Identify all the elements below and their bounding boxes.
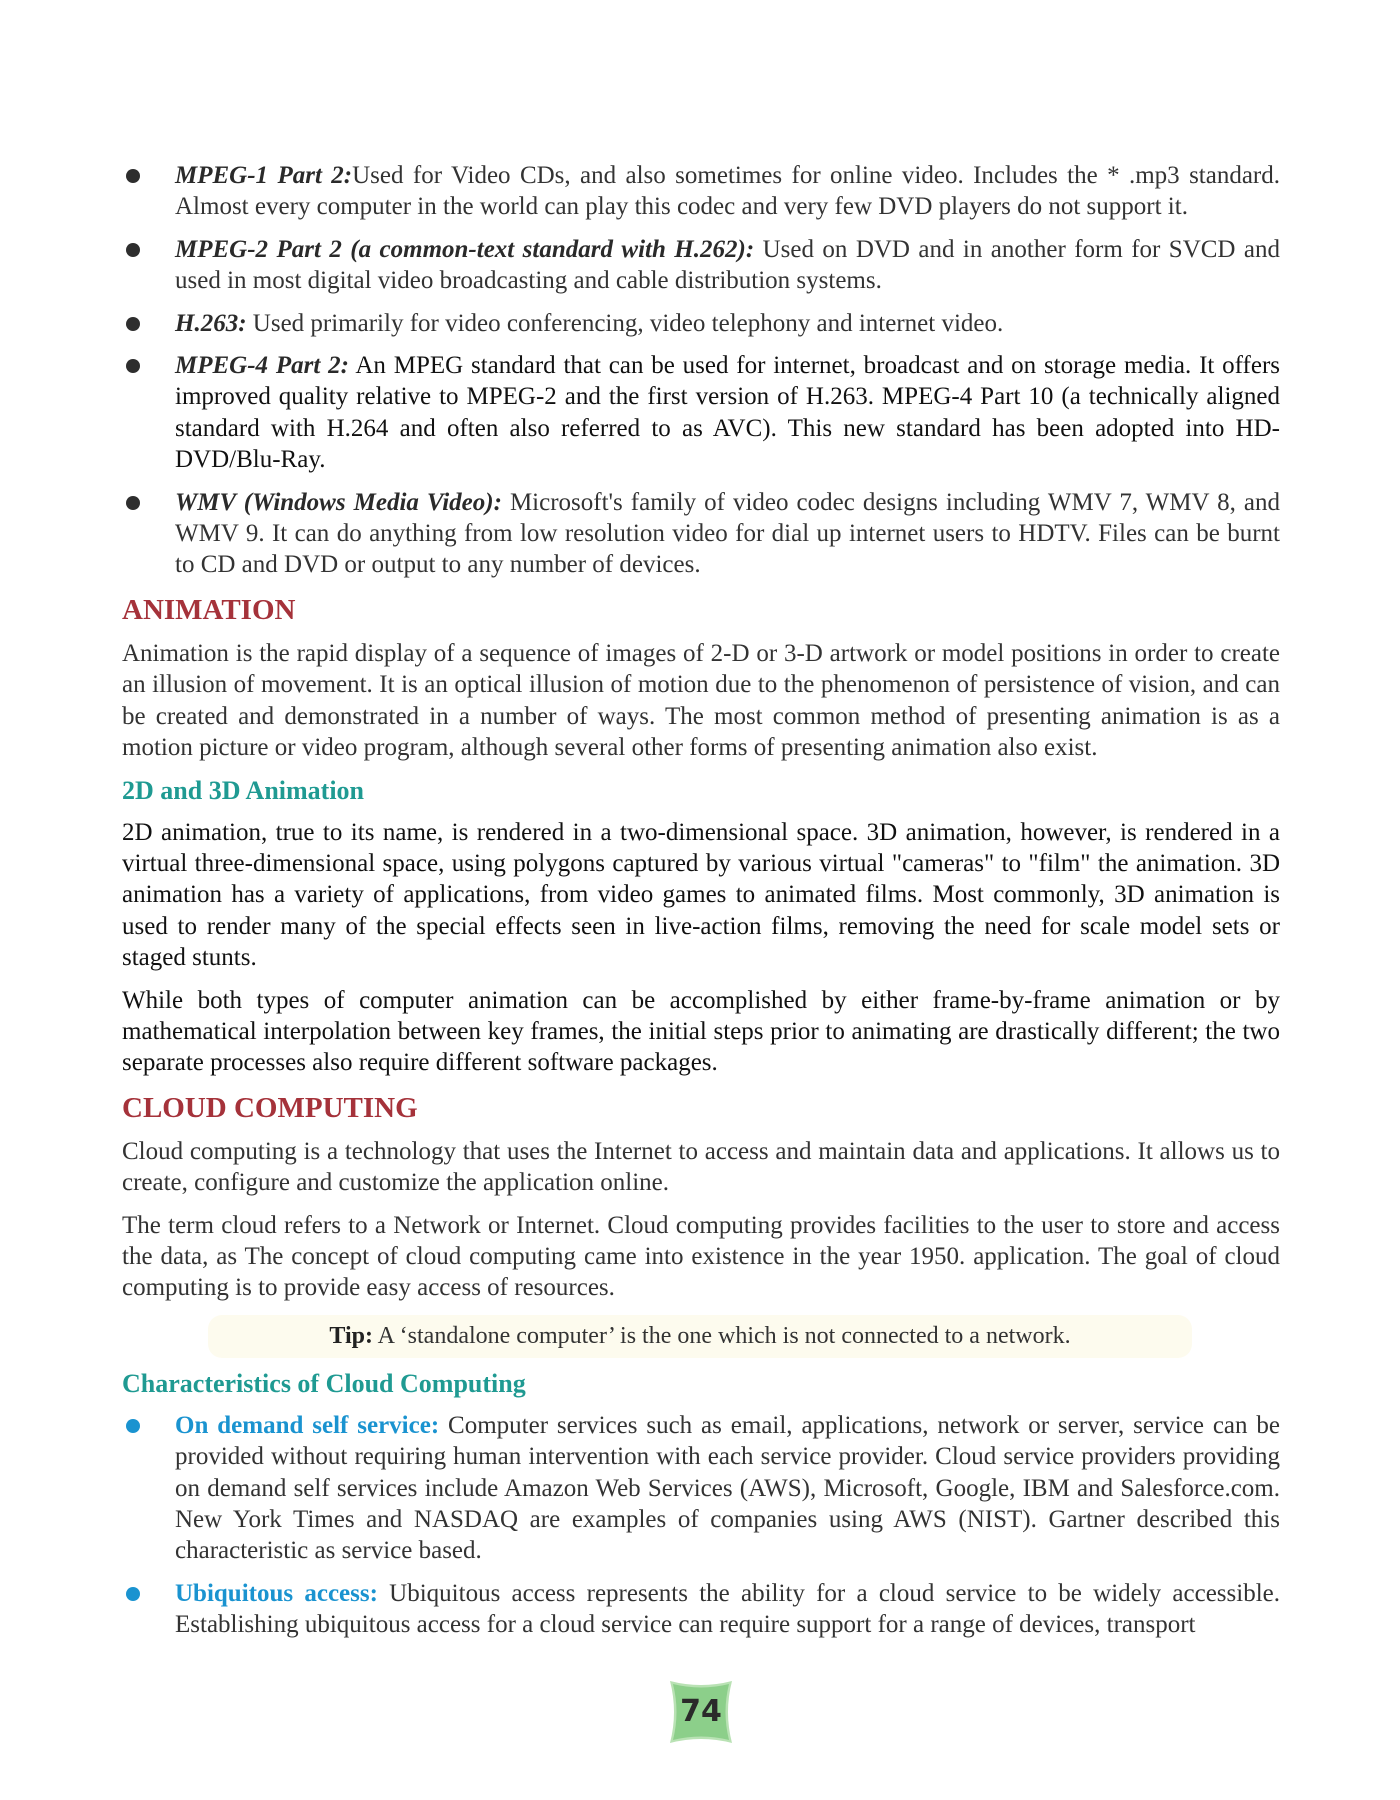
animation-paragraph: Animation is the rapid display of a sequence of images of 2-D or 3-D artwork or model positions in order to create an illusion of movement. It is an optical illusion of motion due to the phenomenon of persistence of vision, and can be created and demonstrated in a number of ways. The most common method of presenting animation is as a motion picture or video program, although several other forms of presenting animation also exist.	[122, 639, 1280, 762]
codec-list	[122, 160, 1280, 581]
bullet-icon	[126, 1419, 140, 1433]
subheading-characteristics: Characteristics of Cloud Computing	[122, 1368, 526, 1398]
list-item	[122, 1410, 1280, 1567]
codec-term: WMV (Windows Media Video):	[175, 488, 502, 516]
list-item	[122, 487, 1280, 581]
characteristic-term: On demand self service:	[175, 1411, 440, 1439]
cloud-intro-paragraph: Cloud computing is a technology that uses the Internet to access and maintain data and applications. It allows us to create, configure and customize the application online.	[122, 1137, 1280, 1197]
bullet-icon	[126, 169, 140, 183]
bullet-icon	[126, 243, 140, 257]
tip-label: Tip:	[329, 1322, 373, 1349]
page-number: 74	[680, 1694, 722, 1729]
bullet-icon	[126, 317, 140, 331]
characteristic-description: Computer services such as email, applications, network or server, service can be provided without requiring human intervention with each service provider. Cloud service providers providing on demand self services include Amazon Web Services (AWS), Microsoft, Google, IBM and Salesforce.com. New York Times and NASDAQ are examples of companies using AWS (NIST). Gartner described this characteristic as service based.	[175, 1411, 1280, 1565]
bullet-icon	[126, 496, 140, 510]
codec-term: H.263:	[175, 309, 247, 337]
tip-box	[208, 1315, 1192, 1358]
page-number-badge	[666, 1677, 736, 1747]
list-item	[122, 234, 1280, 297]
characteristic-term: Ubiquitous access:	[175, 1579, 378, 1607]
codec-description: Used primarily for video conferencing, video telephony and internet video.	[246, 309, 1004, 337]
cloud-term-paragraph: The term cloud refers to a Network or Internet. Cloud computing provides facilities to the user to store and access the data, as The concept of cloud computing came into existence in the year 1950. application. The goal of cloud computing is to provide easy access of resources.	[122, 1211, 1280, 1302]
bullet-icon	[126, 359, 140, 373]
codec-term: MPEG-4 Part 2:	[175, 352, 349, 380]
tip-text: A ‘standalone computer’ is the one which is not connected to a network.	[373, 1322, 1071, 1349]
list-item	[122, 160, 1280, 223]
codec-term: MPEG-2 Part 2 (a common-text standard with H.262):	[175, 235, 755, 263]
codec-term: MPEG-1 Part 2:	[175, 162, 353, 189]
list-item	[122, 308, 1280, 339]
page-content	[122, 160, 1280, 1652]
section-heading-animation: ANIMATION	[122, 593, 296, 626]
characteristic-description: Ubiquitous access represents the ability for a cloud service to be widely accessible. Establishing ubiquitous access for a cloud service can require support for a range of devices, transport	[175, 1579, 1280, 1639]
codec-description: Used for Video CDs, and also sometimes for online video. Includes the * .mp3 standard. Almost every computer in the world can play this codec and very few DVD players do not support it.	[175, 162, 1281, 221]
codec-description: Used on DVD and in another form for SVCD and used in most digital video broadcasting and cable distribution systems.	[175, 235, 1281, 295]
section-heading-cloud-computing: CLOUD COMPUTING	[122, 1091, 418, 1124]
list-item	[122, 1578, 1280, 1641]
codec-description: Microsoft's family of video codec designs including WMV 7, WMV 8, and WMV 9. It can do anything from low resolution video for dial up internet users to HDTV. Files can be burnt to CD and DVD or output to any number of devices.	[175, 488, 1280, 579]
animation-techniques-paragraph: While both types of computer animation can be accomplished by either frame-by-frame animation or by mathematical interpolation between key frames, the initial steps prior to animating are drastically different; the two separate processes also require different software packages.	[122, 986, 1280, 1077]
subheading-2d-3d-animation: 2D and 3D Animation	[122, 775, 364, 805]
animation-2d-3d-paragraph: 2D animation, true to its name, is rendered in a two-dimensional space. 3D animation, however, is rendered in a virtual three-dimensional space, using polygons captured by various virtual "cameras" to "film" the animation. 3D animation has a variety of applications, from video games to animated films. Most commonly, 3D animation is used to render many of the special effects seen in live-action films, removing the need for scale model sets or staged stunts.	[122, 818, 1280, 972]
codec-description: An MPEG standard that can be used for internet, broadcast and on storage media. It offers improved quality relative to MPEG-2 and the first version of H.263. MPEG-4 Part 10 (a technically aligned standard with H.264 and often also referred to as AVC). This new standard has been adopted into HD-DVD/Blu-Ray.	[175, 352, 1280, 474]
bullet-icon	[126, 1587, 140, 1601]
list-item	[122, 350, 1280, 476]
characteristics-list	[122, 1410, 1280, 1641]
